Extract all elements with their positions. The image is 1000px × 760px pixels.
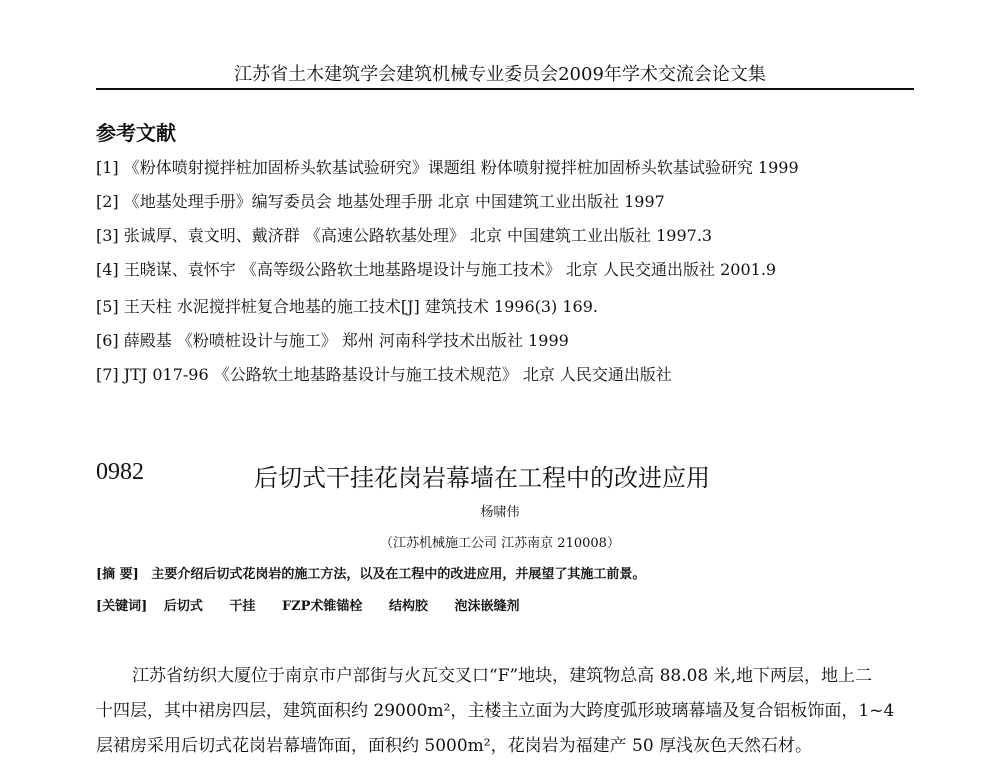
keywords-label: [关键词] [96,599,148,614]
body-paragraph-line: 层裙房采用后切式花岗岩幕墙饰面，面积约 5000m²，花岗岩为福建产 50 厚浅灰色天然石材。 [96,736,813,756]
keyword: FZP术锥锚栓 [281,599,363,614]
body-paragraph-line: 江苏省纺织大厦位于南京市户部街与火瓦交叉口“F”地块，建筑物总高 88.08 米,地下两层，地上二 [132,666,873,686]
reference-item: [7] JTJ 017-96 《公路软土地基路基设计与施工技术规范》 北京 人民交通出版社 [96,365,672,384]
keyword: 后切式 [163,599,203,614]
reference-item: [5] 王天柱 水泥搅拌桩复合地基的施工技术[J] 建筑技术 1996(3) 169. [96,297,599,316]
paper-author: 杨啸伟 [480,505,520,520]
keyword: 干挂 [229,599,256,614]
abstract-text: 主要介绍后切式花岗岩的施工方法，以及在工程中的改进应用，并展望了其施工前景。 [151,567,646,582]
keywords [96,595,542,614]
abstract [96,563,645,582]
abstract-label: [摘 要] [96,567,139,582]
references-heading: 参考文献 [96,121,176,145]
keyword: 泡沫嵌缝剂 [454,599,520,614]
reference-item: [2] 《地基处理手册》编写委员会 地基处理手册 北京 中国建筑工业出版社 1997 [96,192,665,211]
reference-item: [6] 薛殿基 《粉喷桩设计与施工》 郑州 河南科学技术出版社 1999 [96,331,569,350]
header-rule [96,88,914,90]
keyword: 结构胶 [388,599,428,614]
reference-item: [1] 《粉体喷射搅拌桩加固桥头软基试验研究》课题组 粉体喷射搅拌桩加固桥头软基试验研究 1999 [96,158,799,177]
reference-item: [4] 王晓谋、袁怀宇 《高等级公路软土地基路堤设计与施工技术》 北京 人民交通出版社 2001.9 [96,260,777,279]
reference-item: [3] 张诚厚、袁文明、戴济群 《高速公路软基处理》 北京 中国建筑工业出版社 1997.3 [96,226,713,245]
running-header-title: 江苏省土木建筑学会建筑机械专业委员会2009年学术交流会论文集 [234,64,766,85]
paper-title: 后切式干挂花岗岩幕墙在工程中的改进应用 [254,464,710,492]
paper-number: 0982 [96,459,144,485]
body-paragraph-line: 十四层，其中裙房四层，建筑面积约 29000m²，主楼主立面为大跨度弧形玻璃幕墙及复合铝板饰面，1~4 [96,701,895,721]
paper-affiliation: （江苏机械施工公司 江苏南京 210008） [380,536,620,551]
